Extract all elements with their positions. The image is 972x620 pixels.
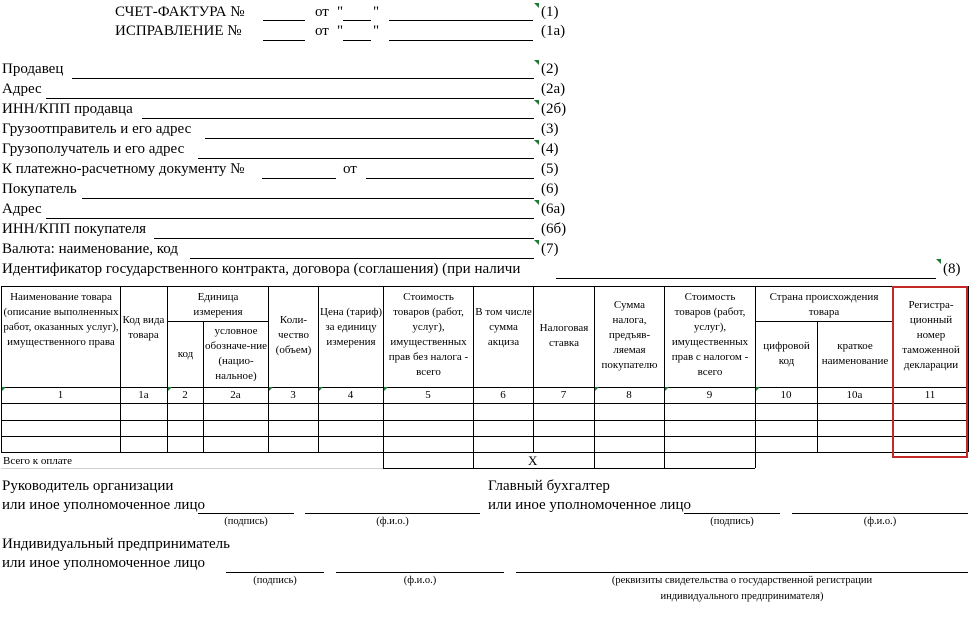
quote-close: " [373, 4, 380, 20]
ref-5: (5) [541, 161, 559, 177]
customs-column-highlight [892, 286, 968, 458]
col-border [203, 321, 204, 452]
col-header-code: Код вида товара [122, 314, 165, 341]
invoice-day-field[interactable] [343, 20, 371, 21]
entrepreneur-signature-caption: (подпись) [253, 575, 297, 586]
buyer-inn-label: ИНН/КПП покупателя [2, 221, 147, 237]
cell-marker [936, 259, 941, 264]
buyer-address-field[interactable] [46, 218, 534, 219]
ref-7: (7) [541, 241, 559, 257]
country-group-divider [755, 321, 892, 322]
col-number: 5 [425, 389, 431, 401]
cell-marker [534, 200, 539, 205]
table-top-border [1, 286, 968, 287]
col-header-unit-group: Единица измерения [193, 291, 243, 318]
invoice-number-field[interactable] [263, 20, 305, 21]
cell-marker [595, 387, 599, 391]
table-row-line [1, 420, 968, 421]
cell-marker [756, 387, 760, 391]
col-header-unit-name: условное обозначе-ние (нацио-нальное) [205, 325, 268, 382]
consignee-field[interactable] [198, 158, 534, 159]
head-signature-caption: (подпись) [224, 516, 268, 527]
col-number: 7 [560, 389, 567, 401]
registration-caption-2: индивидуального предпринимателя) [660, 591, 824, 602]
entrepreneur-name-field[interactable] [336, 572, 504, 573]
grid-line [1, 468, 383, 469]
ref-2b: (2б) [541, 101, 567, 117]
col-number: 11 [924, 389, 936, 401]
seller-field[interactable] [72, 78, 534, 79]
unit-group-divider [167, 321, 268, 322]
col-number: 10 [780, 389, 792, 401]
accountant-signature-caption: (подпись) [710, 516, 754, 527]
col-border [968, 286, 969, 452]
payment-doc-date-field[interactable] [366, 178, 534, 179]
col-header-name: Наименование товара (описание выполненных работ, оказанных услуг), имущественного права [3, 291, 119, 348]
ref-4: (4) [541, 141, 559, 157]
cell-marker [319, 387, 323, 391]
col-number: 9 [706, 389, 713, 401]
cell-marker [534, 100, 539, 105]
correction-title: ИСПРАВЛЕНИЕ № [115, 23, 242, 39]
col-header-qty: Коли-чество (объем) [275, 314, 312, 356]
col-border [383, 286, 384, 468]
cell-marker [534, 240, 539, 245]
col-border [473, 286, 474, 468]
head-name-caption: (ф.и.о.) [376, 516, 409, 527]
table-header-bottom [1, 387, 968, 388]
correction-from-label: от [315, 23, 329, 39]
col-header-country-code: цифровой код [763, 340, 810, 367]
col-header-tax-sum: Сумма налога, предъяв-ляемая покупателю [601, 299, 658, 371]
shipper-field[interactable] [205, 138, 534, 139]
cell-marker [2, 387, 6, 391]
head-label-line1: Руководитель организации [2, 478, 174, 494]
col-border [533, 286, 534, 452]
quote-close: " [373, 23, 380, 39]
table-row-line [1, 403, 968, 404]
ref-6b: (6б) [541, 221, 567, 237]
head-signature-field[interactable] [198, 513, 294, 514]
col-number: 2 [182, 389, 188, 401]
ref-6: (6) [541, 181, 559, 197]
currency-label: Валюта: наименование, код [2, 241, 178, 257]
col-header-excise: В том числе сумма акциза [475, 306, 532, 348]
correction-day-field[interactable] [343, 40, 371, 41]
payment-doc-from-label: от [343, 161, 357, 177]
cell-marker [168, 387, 172, 391]
seller-address-label: Адрес [2, 81, 42, 97]
col-border [268, 286, 269, 452]
contract-id-label: Идентификатор государственного контракта, договора (соглашения) (при наличи [2, 261, 521, 277]
col-header-cost-with-tax: Стоимость товаров (работ, услуг), имущественных прав с налогом - всего [671, 291, 749, 378]
col-header-price: Цена (тариф) за единицу измерения [320, 306, 383, 348]
quote-open: " [337, 4, 344, 20]
consignee-label: Грузополучатель и его адрес [2, 141, 185, 157]
col-number: 2а [230, 389, 241, 401]
col-number: 8 [626, 389, 632, 401]
shipper-label: Грузоотправитель и его адрес [2, 121, 192, 137]
col-number: 1 [57, 389, 64, 401]
total-x-mark: X [528, 453, 538, 468]
entrepreneur-label-line2: или иное уполномоченное лицо [2, 555, 205, 571]
head-name-field[interactable] [305, 513, 480, 514]
col-header-tax-rate: Налоговая ставка [539, 322, 589, 349]
buyer-address-label: Адрес [2, 201, 42, 217]
cell-marker [269, 387, 273, 391]
cell-marker [534, 3, 539, 8]
col-header-unit-code: код [177, 348, 194, 360]
cell-marker [665, 387, 669, 391]
invoice-date-field[interactable] [389, 20, 533, 21]
seller-inn-label: ИНН/КПП продавца [2, 101, 133, 117]
entrepreneur-label-line1: Индивидуальный предприниматель [2, 536, 230, 552]
accountant-name-caption: (ф.и.о.) [863, 516, 897, 527]
col-border [664, 286, 665, 468]
currency-field[interactable] [190, 258, 534, 259]
accountant-label-line2: или иное уполномоченное лицо [488, 497, 691, 513]
head-label-line2: или иное уполномоченное лицо [2, 497, 205, 513]
buyer-field[interactable] [82, 198, 534, 199]
col-header-cost-no-tax: Стоимость товаров (работ, услуг), имущественных прав без налога - всего [388, 291, 469, 378]
cell-marker [534, 60, 539, 65]
ref-3: (3) [541, 121, 559, 137]
col-number: 3 [290, 389, 296, 401]
col-number: 10а [846, 389, 863, 401]
ref-6a: (6а) [541, 201, 566, 217]
col-header-customs: Регистра-ционный номер таможенной декларации [902, 299, 960, 371]
col-border [318, 286, 319, 452]
correction-number-field[interactable] [263, 40, 305, 41]
ref-2a: (2а) [541, 81, 566, 97]
col-header-country-name: краткое наименование [821, 340, 889, 367]
col-number: 4 [347, 389, 354, 401]
payment-doc-label: К платежно-расчетному документу № [2, 161, 245, 177]
col-border [1, 286, 2, 452]
total-label: Всего к оплате [3, 455, 72, 467]
correction-date-field[interactable] [389, 40, 533, 41]
accountant-signature-field[interactable] [684, 513, 780, 514]
col-header-country-group: Страна происхождения товара [769, 291, 879, 318]
accountant-label-line1: Главный бухгалтер [488, 478, 610, 494]
seller-label: Продавец [2, 61, 64, 77]
seller-address-field[interactable] [46, 98, 534, 99]
payment-doc-number-field[interactable] [262, 178, 336, 179]
table-total-bottom [383, 468, 755, 469]
col-border [594, 286, 595, 468]
accountant-name-field[interactable] [792, 513, 968, 514]
buyer-label: Покупатель [2, 181, 77, 197]
col-border [817, 321, 818, 452]
buyer-inn-field[interactable] [154, 238, 534, 239]
registration-caption-1: (реквизиты свидетельства о государственной регистрации [611, 575, 873, 586]
cell-marker [384, 387, 388, 391]
col-number: 6 [500, 389, 506, 401]
col-border [167, 286, 168, 452]
col-border [755, 286, 756, 468]
invoice-from-label: от [315, 4, 329, 20]
col-number: 1а [138, 389, 149, 401]
table-row-line [1, 452, 968, 453]
table-row-line [1, 436, 968, 437]
contract-id-field[interactable] [556, 278, 936, 279]
col-border [120, 286, 121, 452]
cell-marker [534, 140, 539, 145]
entrepreneur-registration-field[interactable] [516, 572, 968, 573]
ref-1: (1) [541, 4, 559, 20]
entrepreneur-name-caption: (ф.и.о.) [403, 575, 437, 586]
invoice-title: СЧЕТ-ФАКТУРА № [115, 4, 245, 20]
ref-1a: (1а) [541, 23, 566, 39]
seller-inn-field[interactable] [142, 118, 534, 119]
entrepreneur-signature-field[interactable] [226, 572, 324, 573]
quote-open: " [337, 23, 344, 39]
ref-2: (2) [541, 61, 559, 77]
ref-8: (8) [943, 261, 961, 277]
